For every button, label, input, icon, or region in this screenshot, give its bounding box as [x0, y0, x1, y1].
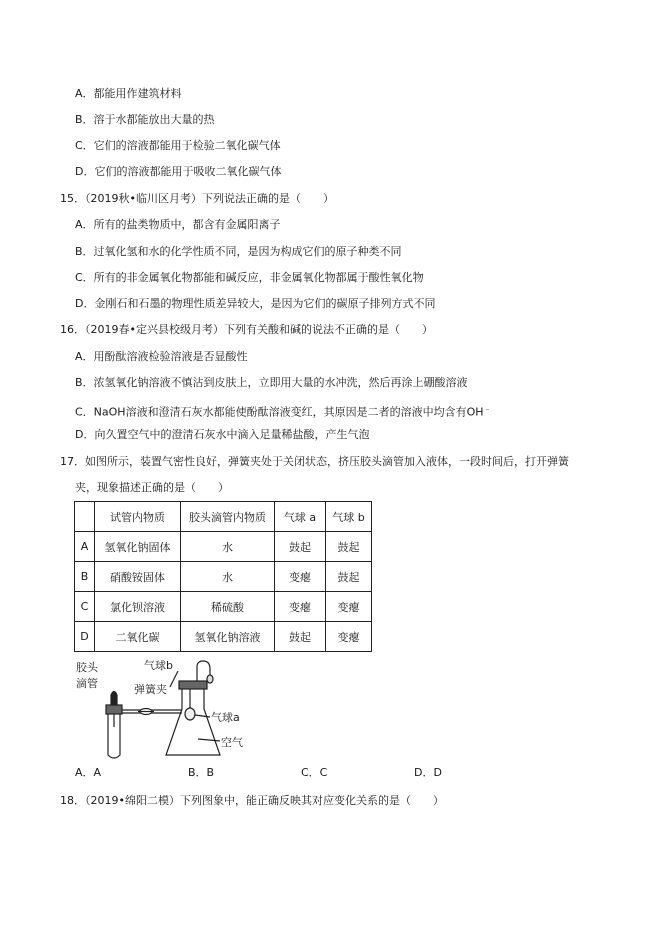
q17-stem-line1: 17．如图所示，装置气密性良好，弹簧夹处于关闭状态，挤压胶头滴管加入液体，一段时间后，打开弹簧	[60, 455, 569, 468]
q17-answer-c: C．C	[301, 766, 328, 779]
q14-option-c: C．它们的溶液都能用于检验二氧化碳气体	[75, 139, 281, 152]
flask-stopper	[179, 681, 207, 689]
table-row	[75, 532, 372, 562]
label-air: 空气	[221, 736, 243, 749]
table-cell: 变瘪	[275, 562, 326, 592]
label-dropper-2: 滴管	[76, 677, 98, 690]
table-cell: C	[75, 592, 95, 622]
table-cell: 二氧化碳	[95, 622, 181, 652]
q16-stem: 16．（2019春•定兴县校级月考）下列有关酸和碱的说法不正确的是（ ）	[60, 323, 433, 336]
table-cell: 鼓起	[275, 532, 326, 562]
table-header	[75, 502, 95, 532]
table-header-row	[75, 502, 372, 532]
q17-table	[74, 501, 372, 652]
q15-option-a: A．所有的盐类物质中，都含有金属阳离子	[75, 218, 281, 231]
q16-option-c	[75, 402, 492, 420]
table-cell: 水	[181, 562, 275, 592]
table-cell: 水	[181, 532, 275, 562]
table-cell: 变瘪	[326, 622, 372, 652]
q17-answer-a: A．A	[75, 766, 102, 779]
q14-option-a: A．都能用作建筑材料	[75, 87, 182, 100]
label-balloon-a: 气球a	[211, 711, 240, 724]
table-cell: 稀硫酸	[181, 592, 275, 622]
q15-option-d: D．金刚石和石墨的物理性质差异较大，是因为它们的碳原子排列方式不同	[75, 297, 436, 310]
table-row	[75, 562, 372, 592]
table-cell: 硝酸铵固体	[95, 562, 181, 592]
q16-option-a: A．用酚酞溶液检验溶液是否显酸性	[75, 350, 248, 363]
table-row	[75, 592, 372, 622]
table-row	[75, 622, 372, 652]
label-spring-clip: 弹簧夹	[134, 683, 167, 696]
q16-option-d: D．向久置空气中的澄清石灰水中滴入足量稀盐酸，产生气泡	[75, 428, 370, 441]
balloon-b	[207, 675, 213, 683]
table-cell: 鼓起	[326, 562, 372, 592]
table-cell: B	[75, 562, 95, 592]
q15-option-b: B．过氧化氢和水的化学性质不同，是因为构成它们的原子种类不同	[75, 245, 402, 258]
table-header: 气球 a	[275, 502, 326, 532]
label-balloon-b: 气球b	[144, 659, 173, 672]
q17-answer-d: D．D	[414, 766, 442, 779]
dropper-bulb	[111, 692, 117, 706]
q17-answer-b: B．B	[188, 766, 215, 779]
table-cell: 变瘪	[326, 592, 372, 622]
balloon-a	[185, 708, 195, 720]
q15-stem: 15．（2019秋•临川区月考）下列说法正确的是（ ）	[60, 192, 334, 205]
apparatus-figure	[70, 657, 260, 761]
hydroxide-superscript: ﹣	[483, 404, 492, 413]
table-cell: 氢氧化钠溶液	[181, 622, 275, 652]
q16-option-b: B．浓氢氧化钠溶液不慎沾到皮肤上，立即用大量的水冲洗，然后再涂上硼酸溶液	[75, 376, 468, 389]
table-cell: A	[75, 532, 95, 562]
label-dropper-1: 胶头	[76, 661, 98, 674]
table-cell: D	[75, 622, 95, 652]
table-cell: 鼓起	[326, 532, 372, 562]
q14-option-b: B．溶于水都能放出大量的热	[75, 113, 215, 126]
q14-option-d: D．它们的溶液都能用于吸收二氧化碳气体	[75, 165, 282, 178]
q15-option-c: C．所有的非金属氧化物都能和碱反应，非金属氧化物都属于酸性氧化物	[75, 271, 424, 284]
table-cell: 氯化钡溶液	[95, 592, 181, 622]
q18-stem: 18．（2019•绵阳二模）下列图象中，能正确反映其对应变化关系的是（ ）	[60, 794, 444, 807]
table-header: 气球 b	[326, 502, 372, 532]
q17-stem-line2: 夹，现象描述正确的是（ ）	[75, 481, 229, 494]
table-cell: 氢氧化钠固体	[95, 532, 181, 562]
table-cell: 变瘪	[275, 592, 326, 622]
table-cell: 鼓起	[275, 622, 326, 652]
q16-option-c-text: C．NaOH溶液和澄清石灰水都能使酚酞溶液变红，其原因是二者的溶液中均含有OH	[75, 405, 484, 419]
table-header: 试管内物质	[95, 502, 181, 532]
table-header: 胶头滴管内物质	[181, 502, 275, 532]
test-tube-stopper	[106, 705, 122, 714]
